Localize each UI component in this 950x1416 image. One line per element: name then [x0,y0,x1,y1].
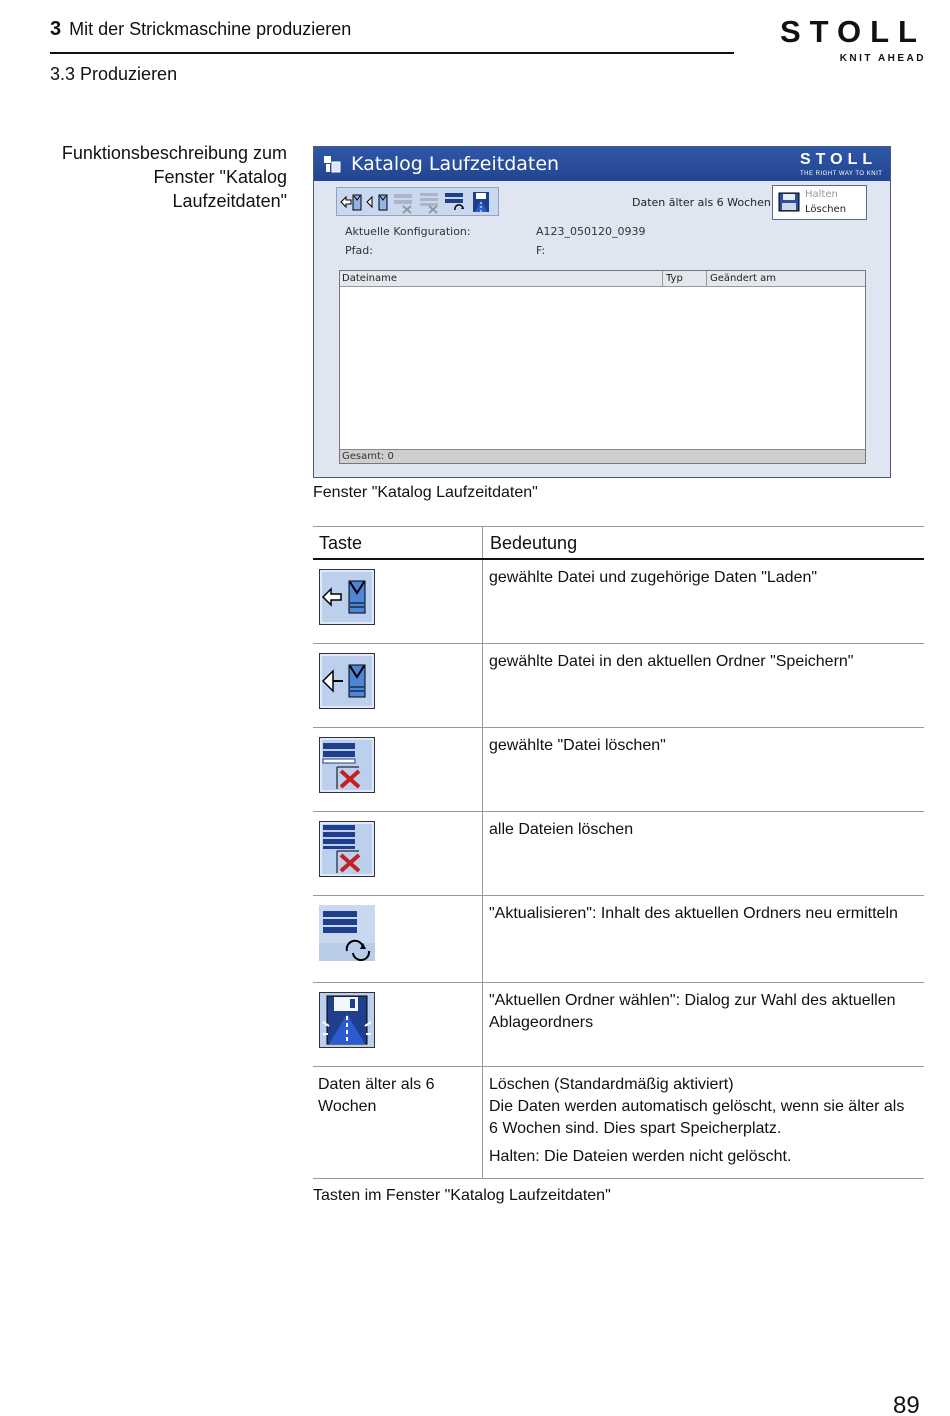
column-type[interactable]: Typ [666,273,683,284]
table-row [313,1067,924,1179]
meaning-line: Halten: Die Dateien werden nicht gelöscht. [489,1148,792,1165]
config-label: Aktuelle Konfiguration: [345,225,471,238]
table-cell [313,560,483,643]
key-table [313,526,924,1179]
table-cell [484,560,924,643]
side-caption-line: Funktionsbeschreibung zum [61,143,287,163]
floppy-disk-icon [778,192,800,212]
path-value: F: [536,244,546,257]
logo-slogan: KNIT AHEAD [839,53,926,64]
table-cell [484,1067,924,1178]
catalog-window-screenshot [313,146,891,478]
column-separator [662,271,663,287]
select-folder-icon [319,992,375,1048]
table-row [313,983,924,1067]
table-row [313,728,924,812]
chapter-title: Mit der Strickmaschine produzieren [69,19,352,39]
row-meaning: alle Dateien löschen [489,821,634,838]
window-title-bar [314,147,890,181]
section-heading: 3.3 Produzieren [50,64,178,84]
table-cell [313,983,483,1066]
table-cell [313,1067,483,1178]
table-cell [484,896,924,982]
file-list-total: Gesamt: 0 [340,449,865,463]
table-cell [313,896,483,982]
column-separator [706,271,707,287]
figure-caption: Fenster "Katalog Laufzeitdaten" [313,484,538,501]
chapter-heading [50,18,351,41]
table-cell [313,812,483,895]
older-than-label: Daten älter als 6 Wochen [632,196,771,209]
table-row [313,644,924,728]
page-number: 89 [893,1392,920,1416]
config-value: A123_050120_0939 [536,225,646,238]
refresh-icon[interactable] [443,190,467,214]
row-meaning: gewählte Datei und zugehörige Daten "Laden" [489,569,818,586]
window-title: Katalog Laufzeitdaten [351,153,560,175]
header-meaning: Bedeutung [490,533,578,553]
meaning-line: Die Daten werden automatisch gelöscht, wenn sie älter als 6 Wochen sind. Dies spart Speicherplatz. [489,1098,905,1137]
delete-all-icon[interactable] [417,190,441,214]
side-caption-line: Laufzeitdaten" [172,191,287,211]
column-filename[interactable]: Dateiname [342,273,398,284]
row-meaning: gewählte Datei in den aktuellen Ordner "Speichern" [489,653,854,670]
table-caption: Tasten im Fenster "Katalog Laufzeitdaten" [313,1187,611,1204]
delete-file-icon [319,737,375,793]
row-meaning: "Aktuellen Ordner wählen": Dialog zur Wahl des aktuellen Ablageordners [489,992,896,1031]
path-label: Pfad: [345,244,373,257]
table-header-cell [313,527,483,558]
window-toolbar [336,187,499,216]
load-file-icon[interactable] [339,190,363,214]
stoll-logo [764,16,926,64]
window-logo-slogan: THE RIGHT WAY TO KNIT [800,171,883,177]
table-row [313,812,924,896]
window-logo: STOLL [800,151,878,168]
header-divider [50,52,734,54]
table-row [313,896,924,983]
delete-file-icon[interactable] [391,190,415,214]
meaning-line: Löschen (Standardmäßig aktiviert) [489,1076,734,1093]
row-meaning: "Aktualisieren": Inhalt des aktuellen Ordners neu ermitteln [489,905,898,922]
refresh-icon [319,905,375,961]
save-file-icon[interactable] [365,190,389,214]
file-list-header [340,271,865,287]
delete-all-icon [319,821,375,877]
row-meaning: gewählte "Datei löschen" [489,737,666,754]
table-header-row [313,526,924,560]
row-key: Daten älter als 6 Wochen [318,1076,435,1115]
header-key: Taste [319,533,363,553]
table-cell [484,644,924,727]
logo-brand: STOLL [779,14,926,49]
load-file-icon [319,569,375,625]
column-modified[interactable]: Geändert am [710,273,776,284]
older-data-option[interactable] [772,185,867,220]
table-cell [484,728,924,811]
catalog-icon [322,154,342,174]
chapter-number: 3 [50,18,62,40]
table-row [313,560,924,644]
save-file-icon [319,653,375,709]
table-cell [484,812,924,895]
table-cell [313,728,483,811]
row-meaning [489,1074,916,1168]
option-delete[interactable]: Löschen [805,204,847,215]
table-header-cell [484,527,924,558]
select-folder-icon[interactable] [469,190,493,214]
table-cell [313,644,483,727]
side-caption [30,141,287,213]
file-list[interactable] [339,270,866,464]
side-caption-line: Fenster "Katalog [153,167,287,187]
option-hold[interactable]: Halten [805,189,838,200]
table-cell [484,983,924,1066]
